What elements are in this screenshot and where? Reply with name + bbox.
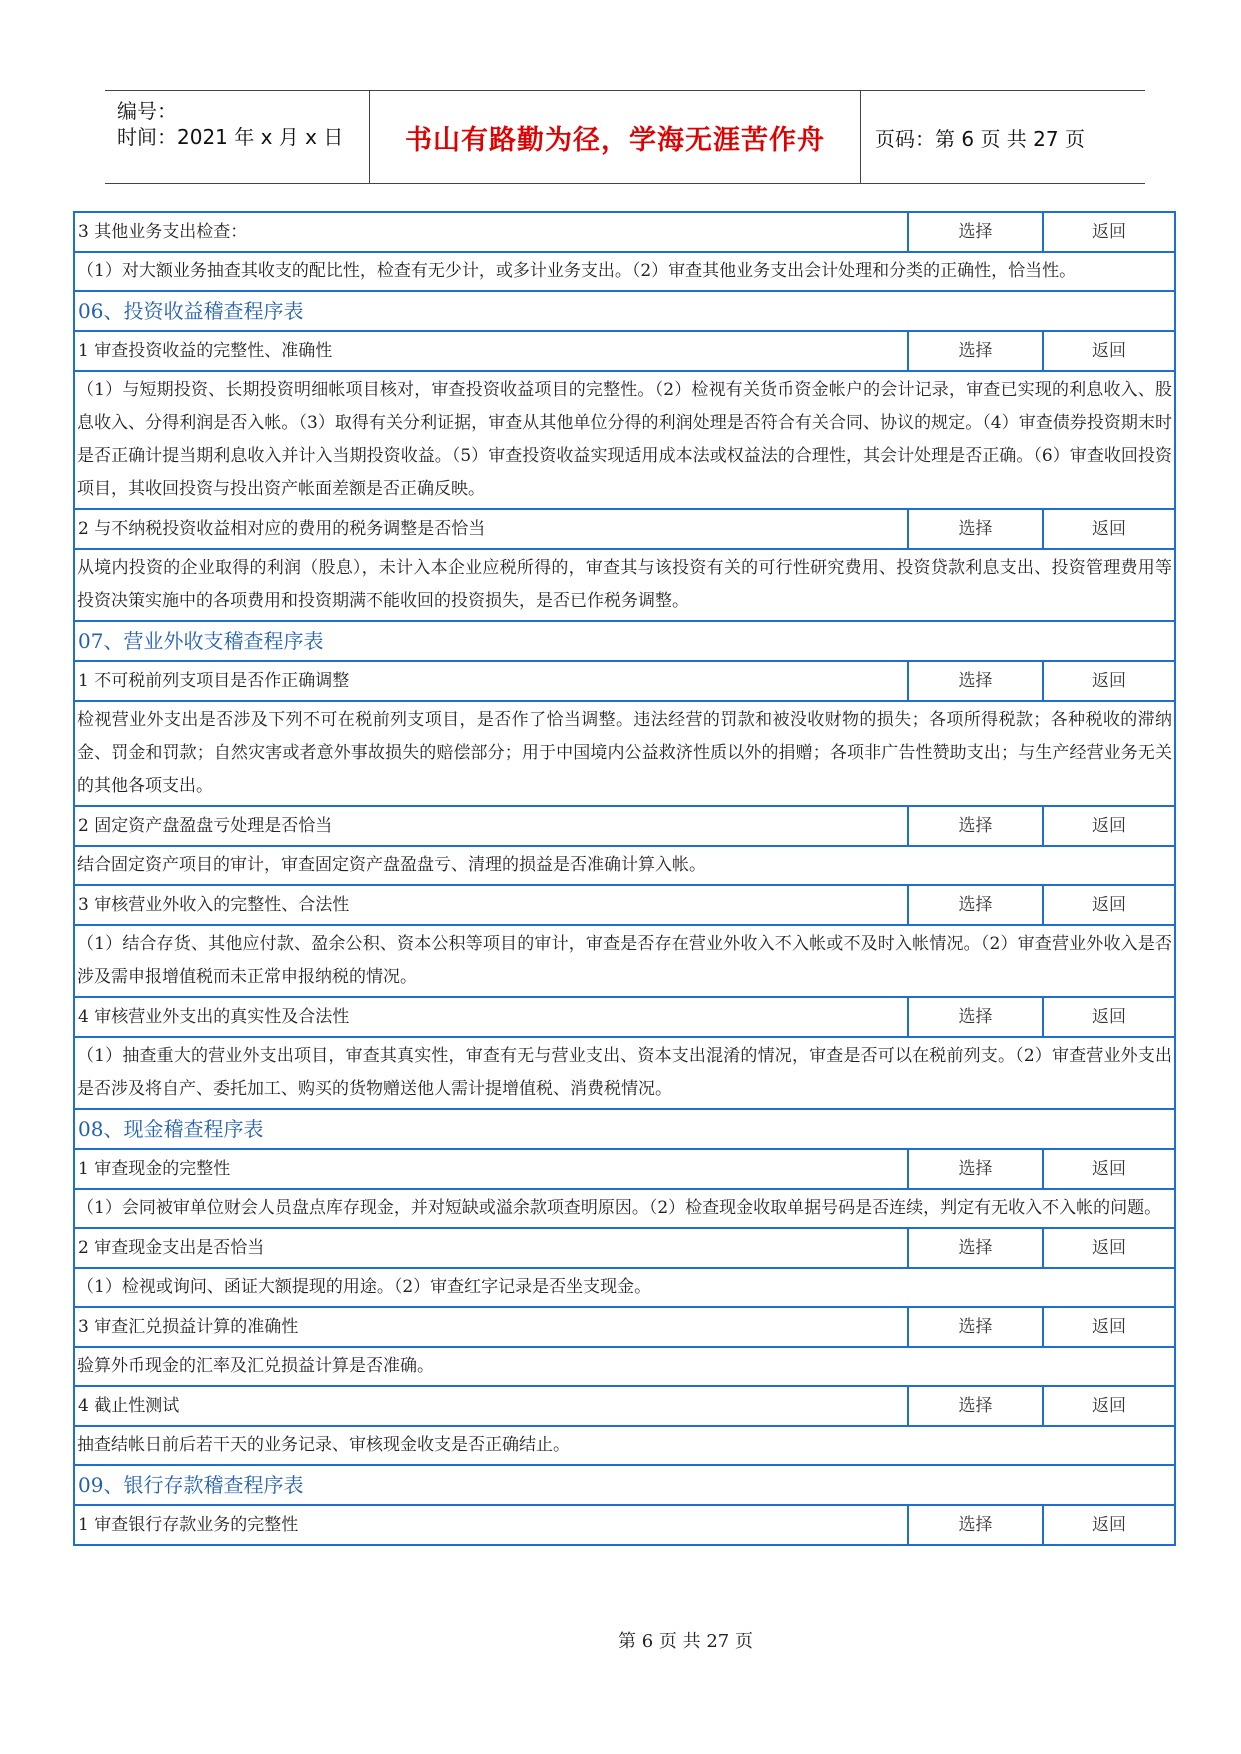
procedure-detail-text: 从境内投资的企业取得的利润（股息），未计入本企业应税所得的，审查其与该投资有关的可行性研究费用、投资贷款利息支出、投资管理费用等投资决策实施中的各项费用和投资期满不能收回的投资损失，是否已作税务调整。 bbox=[74, 549, 1175, 621]
procedure-item-row bbox=[74, 885, 1175, 925]
select-button[interactable]: 选择 bbox=[908, 997, 1043, 1037]
procedure-item-row bbox=[74, 509, 1175, 549]
section-row bbox=[74, 1465, 1175, 1505]
section-title: 06、投资收益稽查程序表 bbox=[74, 291, 1175, 331]
procedure-detail-text: （1）对大额业务抽查其收支的配比性，检查有无少计，或多计业务支出。（2）审查其他业务支出会计处理和分类的正确性，恰当性。 bbox=[74, 252, 1175, 291]
procedure-item-title: 3 审核营业外收入的完整性、合法性 bbox=[74, 885, 908, 925]
procedure-item-title: 2 固定资产盘盈盘亏处理是否恰当 bbox=[74, 806, 908, 846]
section-row bbox=[74, 621, 1175, 661]
select-button[interactable]: 选择 bbox=[908, 509, 1043, 549]
procedure-detail-row bbox=[74, 1268, 1175, 1307]
procedure-detail-row bbox=[74, 925, 1175, 997]
procedure-detail-text: 检视营业外支出是否涉及下列不可在税前列支项目，是否作了恰当调整。违法经营的罚款和被没收财物的损失；各项所得税款；各种税收的滞纳金、罚金和罚款；自然灾害或者意外事故损失的赔偿部分；用于中国境内公益救济性质以外的捐赠；各项非广告性赞助支出；与生产经营业务无关的其他各项支出。 bbox=[74, 701, 1175, 806]
number-label: 编号： bbox=[117, 99, 177, 123]
procedure-item-row bbox=[74, 331, 1175, 371]
procedure-item-row bbox=[74, 997, 1175, 1037]
procedure-item-row bbox=[74, 1228, 1175, 1268]
procedure-item-title: 3 其他业务支出检查： bbox=[74, 212, 908, 252]
section-title: 07、营业外收支稽查程序表 bbox=[74, 621, 1175, 661]
procedure-item-row bbox=[74, 1386, 1175, 1426]
procedure-detail-text: 抽查结帐日前后若干天的业务记录、审核现金收支是否正确结止。 bbox=[74, 1426, 1175, 1465]
page-number-label: 页码：第 6 页 共 27 页 bbox=[875, 126, 1085, 151]
back-button[interactable]: 返回 bbox=[1043, 997, 1175, 1037]
procedure-detail-text: （1）与短期投资、长期投资明细帐项目核对，审查投资收益项目的完整性。（2）检视有关货币资金帐户的会计记录，审查已实现的利息收入、股息收入、分得利润是否入帐。（3）取得有关分利证据，审查从其他单位分得的利润处理是否符合有关合同、协议的规定。（4）审查债券投资期末时是否正确计提当期利息收入并计入当期投资收益。（5）审查投资收益实现适用成本法或权益法的合理性，其会计处理是否正确。（6）审查收回投资项目，其收回投资与投出资产帐面差额是否正确反映。 bbox=[74, 371, 1175, 509]
procedure-item-row bbox=[74, 661, 1175, 701]
back-button[interactable]: 返回 bbox=[1043, 1307, 1175, 1347]
back-button[interactable]: 返回 bbox=[1043, 806, 1175, 846]
procedure-detail-row bbox=[74, 1037, 1175, 1109]
procedure-detail-row bbox=[74, 701, 1175, 806]
procedure-item-row bbox=[74, 1307, 1175, 1347]
back-button[interactable]: 返回 bbox=[1043, 1228, 1175, 1268]
procedure-detail-row bbox=[74, 1347, 1175, 1386]
section-title: 08、现金稽查程序表 bbox=[74, 1109, 1175, 1149]
document-header bbox=[105, 90, 1145, 184]
procedure-item-row bbox=[74, 1505, 1175, 1545]
back-button[interactable]: 返回 bbox=[1043, 661, 1175, 701]
back-button[interactable]: 返回 bbox=[1043, 1149, 1175, 1189]
procedure-detail-text: （1）结合存货、其他应付款、盈余公积、资本公积等项目的审计，审查是否存在营业外收入不入帐或不及时入帐情况。（2）审查营业外收入是否涉及需申报增值税而未正常申报纳税的情况。 bbox=[74, 925, 1175, 997]
procedure-detail-text: （1）检视或询问、函证大额提现的用途。（2）审查红字记录是否坐支现金。 bbox=[74, 1268, 1175, 1307]
procedure-item-title: 1 审查现金的完整性 bbox=[74, 1149, 908, 1189]
procedure-detail-row bbox=[74, 1426, 1175, 1465]
back-button[interactable]: 返回 bbox=[1043, 509, 1175, 549]
procedure-item-title: 2 与不纳税投资收益相对应的费用的税务调整是否恰当 bbox=[74, 509, 908, 549]
section-row bbox=[74, 291, 1175, 331]
procedure-detail-row bbox=[74, 371, 1175, 509]
procedure-detail-text: （1）会同被审单位财会人员盘点库存现金，并对短缺或溢余款项查明原因。（2）检查现金收取单据号码是否连续，判定有无收入不入帐的问题。 bbox=[74, 1189, 1175, 1228]
procedure-item-title: 1 审查银行存款业务的完整性 bbox=[74, 1505, 908, 1545]
select-button[interactable]: 选择 bbox=[908, 661, 1043, 701]
procedure-detail-row bbox=[74, 846, 1175, 885]
select-button[interactable]: 选择 bbox=[908, 1228, 1043, 1268]
procedure-item-title: 4 截止性测试 bbox=[74, 1386, 908, 1426]
select-button[interactable]: 选择 bbox=[908, 331, 1043, 371]
procedure-item-row bbox=[74, 1149, 1175, 1189]
procedure-item-title: 1 审查投资收益的完整性、准确性 bbox=[74, 331, 908, 371]
back-button[interactable]: 返回 bbox=[1043, 885, 1175, 925]
back-button[interactable]: 返回 bbox=[1043, 1386, 1175, 1426]
procedure-detail-row bbox=[74, 549, 1175, 621]
select-button[interactable]: 选择 bbox=[908, 885, 1043, 925]
select-button[interactable]: 选择 bbox=[908, 212, 1043, 252]
procedure-item-row bbox=[74, 212, 1175, 252]
motto-text: 书山有路勤为径，学海无涯苦作舟 bbox=[405, 124, 825, 156]
section-title: 09、银行存款稽查程序表 bbox=[74, 1465, 1175, 1505]
header-motto bbox=[370, 91, 861, 183]
time-label: 时间：2021 年 x 月 x 日 bbox=[117, 125, 344, 149]
procedure-detail-text: （1）抽查重大的营业外支出项目，审查其真实性，审查有无与营业支出、资本支出混淆的情况，审查是否可以在税前列支。（2）审查营业外支出是否涉及将自产、委托加工、购买的货物赠送他人需计提增值税、消费税情况。 bbox=[74, 1037, 1175, 1109]
procedure-item-title: 2 审查现金支出是否恰当 bbox=[74, 1228, 908, 1268]
select-button[interactable]: 选择 bbox=[908, 1386, 1043, 1426]
select-button[interactable]: 选择 bbox=[908, 1307, 1043, 1347]
procedure-detail-row bbox=[74, 1189, 1175, 1228]
page-footer: 第 6 页 共 27 页 bbox=[618, 1631, 753, 1652]
header-meta bbox=[105, 91, 370, 183]
procedure-item-row bbox=[74, 806, 1175, 846]
select-button[interactable]: 选择 bbox=[908, 806, 1043, 846]
section-row bbox=[74, 1109, 1175, 1149]
audit-procedure-table bbox=[73, 211, 1176, 1546]
procedure-detail-text: 验算外币现金的汇率及汇兑损益计算是否准确。 bbox=[74, 1347, 1175, 1386]
procedure-item-title: 1 不可税前列支项目是否作正确调整 bbox=[74, 661, 908, 701]
select-button[interactable]: 选择 bbox=[908, 1149, 1043, 1189]
procedure-detail-text: 结合固定资产项目的审计，审查固定资产盘盈盘亏、清理的损益是否准确计算入帐。 bbox=[74, 846, 1175, 885]
procedure-detail-row bbox=[74, 252, 1175, 291]
procedure-item-title: 3 审查汇兑损益计算的准确性 bbox=[74, 1307, 908, 1347]
back-button[interactable]: 返回 bbox=[1043, 331, 1175, 371]
back-button[interactable]: 返回 bbox=[1043, 1505, 1175, 1545]
select-button[interactable]: 选择 bbox=[908, 1505, 1043, 1545]
procedure-item-title: 4 审核营业外支出的真实性及合法性 bbox=[74, 997, 908, 1037]
back-button[interactable]: 返回 bbox=[1043, 212, 1175, 252]
